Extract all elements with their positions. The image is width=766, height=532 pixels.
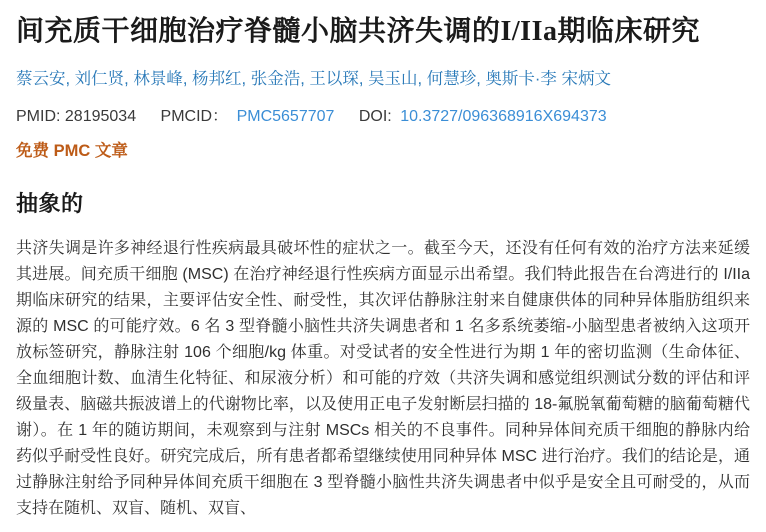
author-item xyxy=(485,70,561,88)
author-item xyxy=(16,70,75,88)
author-link[interactable]: 奥斯卡·李 xyxy=(485,70,557,88)
author-separator: , xyxy=(182,70,193,88)
author-link[interactable]: 张金浩 xyxy=(250,70,301,88)
author-link[interactable]: 宋炳文 xyxy=(561,70,611,88)
abstract-text: 共济失调是许多神经退行性疾病最具破坏性的症状之一。截至今天，还没有任何有效的治疗方法来延缓其进展。间充质干细胞 (MSC) 在治疗神经退行性疾病方面显示出希望。我们特此报告在台湾进行的 I/IIa 期临床研究的结果，主要评估安全性、耐受性，其次评估静脉注射来自健康供体的同种异体脂肪组织来源的 MSC 的可能疗效。6 名 3 型脊髓小脑性共济失调患者和 1 名多系统萎缩-小脑型患者被纳入这项开放标签研究，静脉注射 106 个细胞/kg 体重。对受试者的安全性进行为期 1 年的密切监测（生命体征、全血细胞计数、血清生化特征、和尿液分析）和可能的疗效（共济失调和感觉组织测试分数的评估和评级量表、脑磁共振波谱上的代谢物比率，以及使用正电子发射断层扫描的 18-氟脱氧葡萄糖的脑葡萄糖代谢）。在 1 年的随访期间，未观察到与注射 MSCs 相关的不良事件。同种异体间充质干细胞的静脉内给药似乎耐受性良好。研究完成后，所有患者都希望继续使用同种异体 MSC 进行治疗。我们的结论是，通过静脉注射给予同种异体间充质干细胞在 3 型脊髓小脑性共济失调患者中似乎是安全且可耐受的，从而支持在随机、双盲、随机、双盲、 xyxy=(16,240,750,518)
author-separator: , xyxy=(417,70,427,88)
doi-group xyxy=(359,108,607,125)
doi-label: DOI: xyxy=(358,108,392,126)
pmcid-label: PMCID： xyxy=(160,108,229,126)
author-item xyxy=(251,70,310,88)
author-separator: , xyxy=(300,70,310,88)
author-separator: , xyxy=(241,70,251,88)
doi-link[interactable]: 10.3727/096368916X694373 xyxy=(400,108,607,126)
author-link[interactable]: 何慧珍 xyxy=(426,70,477,88)
author-separator: , xyxy=(476,70,486,88)
author-item xyxy=(561,70,611,88)
abstract-heading: 抽象的 xyxy=(16,191,84,217)
free-pmc-article-badge: 免费 PMC 文章 xyxy=(16,142,128,161)
author-link[interactable]: 王以琛 xyxy=(309,70,359,88)
author-item xyxy=(368,70,427,88)
author-link[interactable]: 杨邦红 xyxy=(192,70,242,88)
pmid-group xyxy=(16,108,141,125)
author-item xyxy=(427,70,486,88)
author-item xyxy=(133,70,192,88)
author-link[interactable]: 吴玉山 xyxy=(368,70,418,88)
pmcid-link[interactable]: PMC5657707 xyxy=(236,108,335,126)
author-item xyxy=(75,70,134,88)
pmcid-group xyxy=(161,108,339,125)
author-link[interactable]: 刘仁贤 xyxy=(74,70,125,88)
author-item xyxy=(192,70,251,88)
authors-line xyxy=(16,69,750,90)
author-item xyxy=(309,70,368,88)
author-link[interactable]: 蔡云安 xyxy=(16,70,66,88)
author-link[interactable]: 林景峰 xyxy=(133,70,183,88)
page-title: 间充质干细胞治疗脊髓小脑共济失调的I/IIa期临床研究 xyxy=(16,16,700,47)
pmid-label: PMID: xyxy=(16,108,61,126)
pmid-value: 28195034 xyxy=(64,108,137,126)
author-separator: , xyxy=(124,70,134,88)
author-separator: , xyxy=(358,70,369,88)
identifiers-line xyxy=(16,107,750,128)
author-separator: , xyxy=(65,70,75,88)
